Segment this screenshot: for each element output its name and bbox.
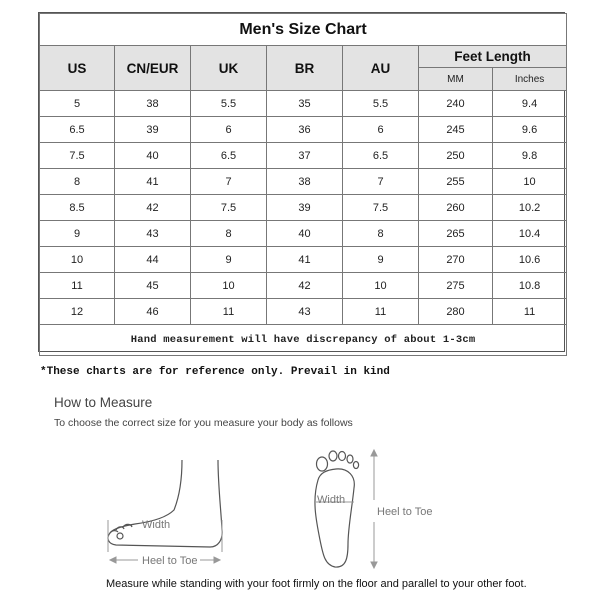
table-cell: 240	[419, 91, 493, 117]
table-cell: 8	[40, 169, 115, 195]
table-cell: 7	[343, 169, 419, 195]
table-row	[40, 221, 567, 247]
table-cell: 9	[343, 247, 419, 273]
table-cell: 7	[191, 169, 267, 195]
how-to-measure-subtitle: To choose the correct size for you measure your body as follows	[54, 417, 353, 429]
table-row	[40, 195, 567, 221]
table-cell: 250	[419, 143, 493, 169]
table-cell: 260	[419, 195, 493, 221]
table-row	[40, 299, 567, 325]
table-cell: 11	[343, 299, 419, 325]
side-length-label: Heel to Toe	[142, 555, 198, 567]
table-cell: 265	[419, 221, 493, 247]
chart-title: Men's Size Chart	[40, 14, 567, 46]
table-cell: 9.4	[493, 91, 567, 117]
table-cell: 6	[191, 117, 267, 143]
table-cell: 45	[115, 273, 191, 299]
table-cell: 43	[115, 221, 191, 247]
table-cell: 38	[115, 91, 191, 117]
table-cell: 44	[115, 247, 191, 273]
table-cell: 36	[267, 117, 343, 143]
table-cell: 39	[115, 117, 191, 143]
sole-length-label: Heel to Toe	[377, 506, 433, 518]
table-cell: 11	[191, 299, 267, 325]
table-row	[40, 143, 567, 169]
foot-diagrams	[90, 440, 560, 575]
table-row	[40, 247, 567, 273]
table-cell: 10.2	[493, 195, 567, 221]
table-cell: 5.5	[343, 91, 419, 117]
table-cell: 8.5	[40, 195, 115, 221]
size-chart-table	[38, 12, 565, 352]
table-cell: 41	[115, 169, 191, 195]
how-to-measure-title: How to Measure	[54, 395, 153, 410]
table-cell: 8	[191, 221, 267, 247]
table-cell: 10	[191, 273, 267, 299]
table-cell: 6.5	[40, 117, 115, 143]
header-feet-length: Feet Length	[419, 46, 567, 68]
table-cell: 6	[343, 117, 419, 143]
table-cell: 42	[267, 273, 343, 299]
table-cell: 280	[419, 299, 493, 325]
header-br: BR	[267, 46, 343, 91]
table-cell: 5	[40, 91, 115, 117]
table-cell: 6.5	[191, 143, 267, 169]
table-cell: 39	[267, 195, 343, 221]
table-cell: 10	[343, 273, 419, 299]
table-cell: 8	[343, 221, 419, 247]
table-cell: 40	[267, 221, 343, 247]
table-cell: 255	[419, 169, 493, 195]
header-uk: UK	[191, 46, 267, 91]
table-cell: 245	[419, 117, 493, 143]
header-mm: MM	[419, 68, 493, 91]
table-cell: 9	[40, 221, 115, 247]
table-cell: 42	[115, 195, 191, 221]
measure-instruction: Measure while standing with your foot firmly on the floor and parallel to your other foot.	[106, 578, 527, 590]
table-row	[40, 273, 567, 299]
table-cell: 10.8	[493, 273, 567, 299]
table-cell: 10.6	[493, 247, 567, 273]
table-row	[40, 91, 567, 117]
table-cell: 38	[267, 169, 343, 195]
foot-measure-illustration	[90, 440, 560, 575]
table-cell: 41	[267, 247, 343, 273]
table-cell: 9.8	[493, 143, 567, 169]
table-cell: 46	[115, 299, 191, 325]
table-row	[40, 117, 567, 143]
sole-foot-icon	[315, 451, 359, 567]
table-cell: 12	[40, 299, 115, 325]
header-inches: Inches	[493, 68, 567, 91]
reference-note: *These charts are for reference only. Prevail in kind	[40, 366, 390, 378]
table-cell: 7.5	[40, 143, 115, 169]
table-cell: 10	[493, 169, 567, 195]
table-cell: 9	[191, 247, 267, 273]
table-cell: 9.6	[493, 117, 567, 143]
table-cell: 275	[419, 273, 493, 299]
table-cell: 40	[115, 143, 191, 169]
side-width-label: Width	[142, 519, 171, 531]
table-cell: 43	[267, 299, 343, 325]
table-cell: 6.5	[343, 143, 419, 169]
table-cell: 10.4	[493, 221, 567, 247]
header-au: AU	[343, 46, 419, 91]
table-cell: 35	[267, 91, 343, 117]
table-cell: 270	[419, 247, 493, 273]
header-us: US	[40, 46, 115, 91]
table-row	[40, 169, 567, 195]
table-cell: 37	[267, 143, 343, 169]
table-cell: 10	[40, 247, 115, 273]
table-cell: 5.5	[191, 91, 267, 117]
table-cell: 11	[40, 273, 115, 299]
table-cell: 7.5	[343, 195, 419, 221]
sole-width-label: Width	[317, 494, 346, 506]
side-foot-icon	[108, 460, 222, 547]
measurement-note: Hand measurement will have discrepancy of about 1-3cm	[40, 325, 567, 356]
header-cn-eur: CN/EUR	[115, 46, 191, 91]
table-cell: 7.5	[191, 195, 267, 221]
table-cell: 11	[493, 299, 567, 325]
